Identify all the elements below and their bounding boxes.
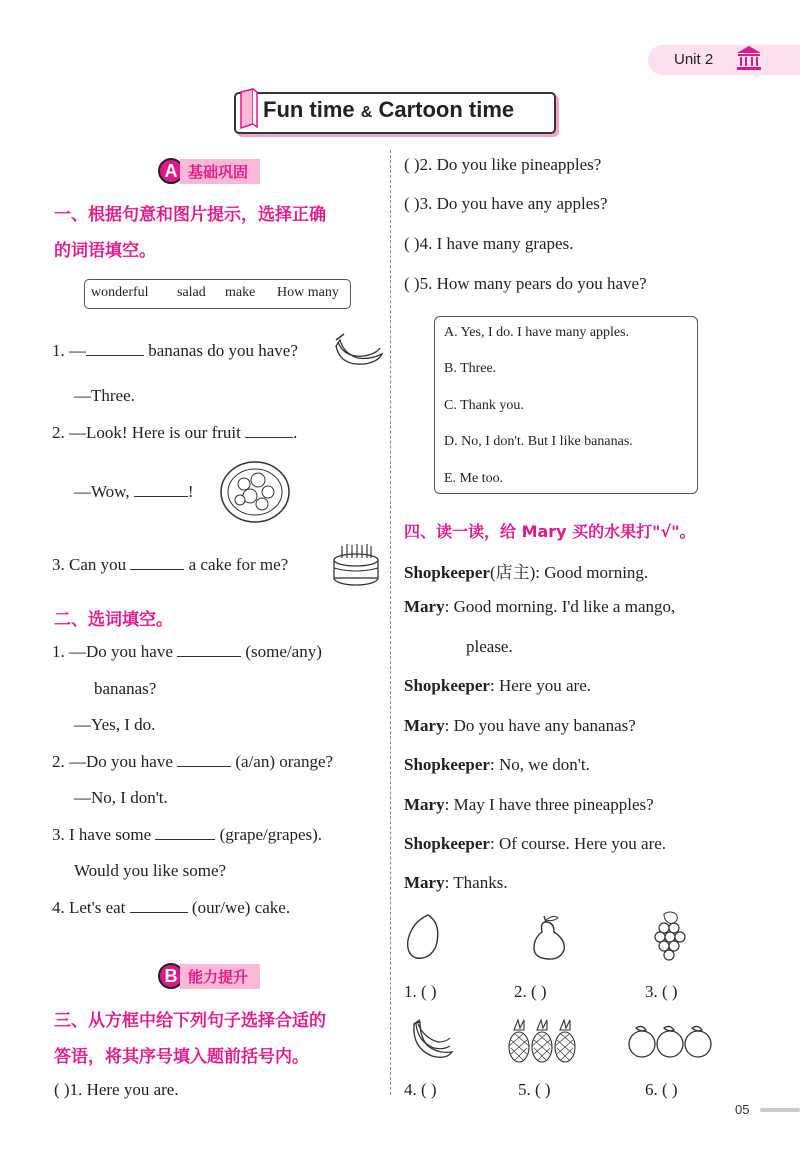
q2-item-2: 2. —Do you have (a/an) orange? xyxy=(52,752,334,771)
q3-item-2: ( )2. Do you like pineapples? xyxy=(404,155,602,174)
section-letter: B xyxy=(158,963,184,989)
q2-item-1-reply: —Yes, I do. xyxy=(74,715,156,734)
q3-item-1: ( )1. Here you are. xyxy=(54,1080,179,1099)
fruit-label-6[interactable]: 6. ( ) xyxy=(645,1080,678,1099)
bananas-icon xyxy=(408,1018,456,1062)
q2-item-3-cont: Would you like some? xyxy=(74,861,227,880)
unit-tab xyxy=(648,45,800,75)
dialogue-line: Mary: Do you have any bananas? xyxy=(404,716,636,735)
section-a-badge xyxy=(158,158,260,184)
mango-icon xyxy=(404,912,442,962)
q3-item-5: ( )5. How many pears do you have? xyxy=(404,274,647,293)
word-option: make xyxy=(225,285,256,300)
dialogue-line-cont: please. xyxy=(466,637,513,656)
dialogue-line: Shopkeeper: Of course. Here you are. xyxy=(404,834,667,853)
q1-item-1: 1. — bananas do you have? xyxy=(52,341,298,360)
q1-item-3: 3. Can you a cake for me? xyxy=(52,555,289,574)
q3-item-3: ( )3. Do you have any apples? xyxy=(404,194,608,213)
word-option: How many xyxy=(277,285,339,300)
answer-blank[interactable] xyxy=(130,898,188,913)
q2-item-2-reply: —No, I don't. xyxy=(74,788,168,807)
dialogue-line: Mary: May I have three pineapples? xyxy=(404,795,654,814)
pear-icon xyxy=(528,914,570,960)
dialogue-line: Shopkeeper(店主): Good morning. xyxy=(404,563,649,582)
q3-heading-line2: 答语，将其序号填入题前括号内。 xyxy=(54,1047,309,1067)
section-label: 能力提升 xyxy=(180,964,260,989)
answer-option: D. No, I don't. But I like bananas. xyxy=(444,434,633,449)
word-box xyxy=(84,279,351,309)
fruit-label-2[interactable]: 2. ( ) xyxy=(514,982,547,1001)
answer-blank[interactable] xyxy=(130,555,184,570)
answer-blank[interactable] xyxy=(134,482,188,497)
answer-blank[interactable] xyxy=(155,825,215,840)
q1-item-2: 2. —Look! Here is our fruit . xyxy=(52,423,298,442)
answer-blank[interactable] xyxy=(86,341,144,356)
dialogue-line: Mary: Thanks. xyxy=(404,873,508,892)
answer-option: C. Thank you. xyxy=(444,398,524,413)
fruit-label-1[interactable]: 1. ( ) xyxy=(404,982,437,1001)
section-b-badge xyxy=(158,963,260,989)
temple-icon xyxy=(734,44,764,72)
q2-item-1-cont: bananas? xyxy=(94,679,157,698)
page-bar xyxy=(760,1108,800,1112)
dialogue-line: Mary: Good morning. I'd like a mango, xyxy=(404,597,676,616)
book-tab-icon xyxy=(238,88,260,130)
pineapples-icon xyxy=(506,1018,580,1064)
q3-heading-line1: 三、从方框中给下列句子选择合适的 xyxy=(54,1011,326,1031)
q1-heading-line2: 的词语填空。 xyxy=(54,241,156,261)
q2-heading: 二、选词填空。 xyxy=(54,610,173,630)
word-option: salad xyxy=(177,285,206,300)
q3-item-4: ( )4. I have many grapes. xyxy=(404,234,574,253)
unit-label: Unit 2 xyxy=(674,51,714,68)
answer-blank[interactable] xyxy=(245,423,293,438)
q1-item-1-reply: —Three. xyxy=(74,386,135,405)
grapes-icon xyxy=(652,910,688,962)
q2-item-3: 3. I have some (grape/grapes). xyxy=(52,825,323,844)
fruit-label-5[interactable]: 5. ( ) xyxy=(518,1080,551,1099)
answer-blank[interactable] xyxy=(177,642,241,657)
q4-heading: 四、读一读，给 Mary 买的水果打"√"。 xyxy=(404,522,696,541)
answer-option: B. Three. xyxy=(444,361,497,376)
salad-icon xyxy=(218,458,292,524)
page-title: Fun time & Cartoon time xyxy=(263,97,515,122)
section-label: 基础巩固 xyxy=(180,159,260,184)
dialogue-line: Shopkeeper: Here you are. xyxy=(404,676,591,695)
q2-item-1: 1. —Do you have (some/any) xyxy=(52,642,322,661)
answer-blank[interactable] xyxy=(177,752,231,767)
bananas-icon xyxy=(330,330,386,370)
q1-item-2-reply: —Wow, ! xyxy=(74,482,194,501)
fruit-label-4[interactable]: 4. ( ) xyxy=(404,1080,437,1099)
fruit-label-3[interactable]: 3. ( ) xyxy=(645,982,678,1001)
cake-icon xyxy=(330,540,382,588)
q2-item-4: 4. Let's eat (our/we) cake. xyxy=(52,898,291,917)
oranges-icon xyxy=(626,1020,716,1060)
q1-heading-line1: 一、根据句意和图片提示，选择正确 xyxy=(54,205,326,225)
answer-option: E. Me too. xyxy=(444,471,504,486)
column-divider xyxy=(390,150,391,1095)
page-number: 05 xyxy=(735,1102,750,1117)
answer-option: A. Yes, I do. I have many apples. xyxy=(444,325,630,340)
dialogue-line: Shopkeeper: No, we don't. xyxy=(404,755,590,774)
answer-options-box xyxy=(434,316,698,494)
word-option: wonderful xyxy=(91,285,149,300)
section-letter: A xyxy=(158,158,184,184)
